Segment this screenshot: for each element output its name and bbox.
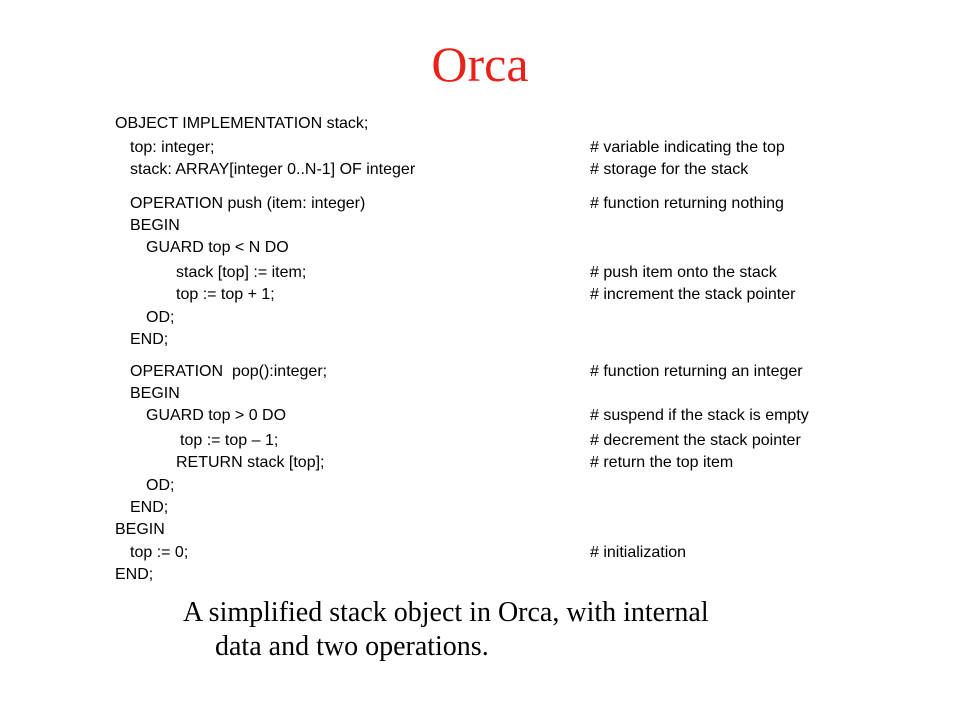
code-comment: # push item onto the stack [590,264,777,281]
slide-title: Orca [431,36,529,92]
code-line: top := 0; [130,544,189,561]
code-line: GUARD top > 0 DO [146,407,287,424]
code-line: OD; [146,309,175,326]
code-line: stack: ARRAY[integer 0..N-1] OF integer [130,161,416,178]
code-line: GUARD top < N DO [146,239,289,256]
code-line: OBJECT IMPLEMENTATION stack; [115,115,369,132]
code-comment: # function returning an integer [590,363,803,380]
code-line: top: integer; [130,139,215,156]
code-comment: # suspend if the stack is empty [590,407,809,424]
code-line: OD; [146,477,175,494]
code-line: END; [130,331,169,348]
code-line: END; [130,499,169,516]
code-line: BEGIN [130,217,180,234]
code-line: END; [115,566,154,583]
code-comment: # function returning nothing [590,195,784,212]
code-line: OPERATION push (item: integer) [130,195,366,212]
code-comment: # increment the stack pointer [590,286,796,303]
code-comment: # initialization [590,544,687,561]
code-line: RETURN stack [top]; [176,454,325,471]
code-comment: # variable indicating the top [590,139,785,156]
code-comment: # storage for the stack [590,161,749,178]
code-line: top := top – 1; [180,432,279,449]
code-line: BEGIN [115,521,165,538]
caption-line-1: A simplified stack object in Orca, with internal [183,597,709,628]
code-line: BEGIN [130,385,180,402]
caption-line-2: data and two operations. [215,631,489,662]
code-line: top := top + 1; [176,286,275,303]
slide-caption [183,596,903,664]
code-line: OPERATION pop():integer; [130,363,328,380]
code-comment: # decrement the stack pointer [590,432,801,449]
code-comment: # return the top item [590,454,734,471]
code-line: stack [top] := item; [176,264,307,281]
